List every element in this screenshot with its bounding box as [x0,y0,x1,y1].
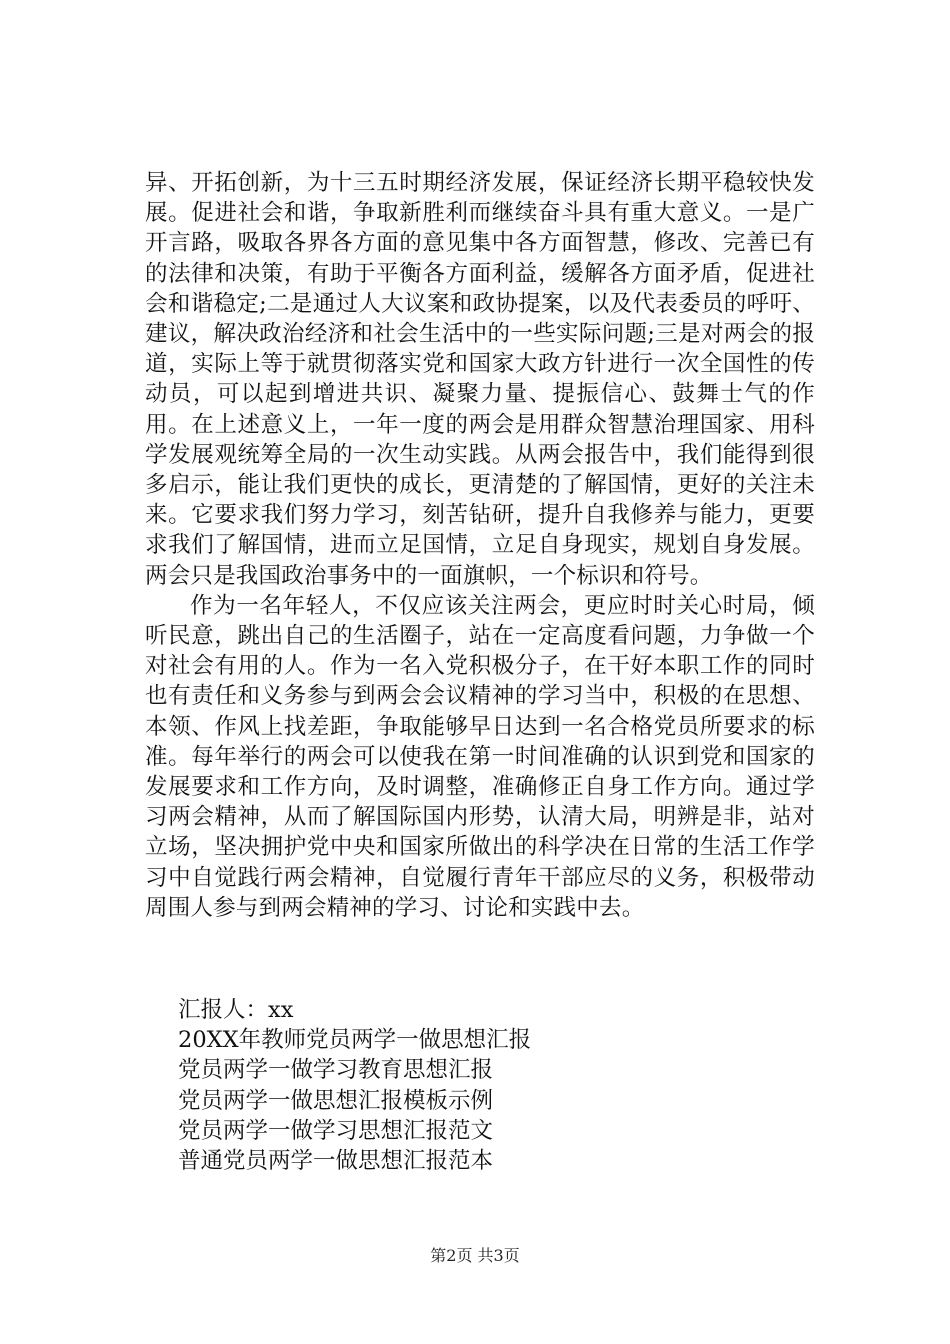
paragraph-1: 异、开拓创新，为十三五时期经济发展，保证经济长期平稳较快发展。促进社会和谐，争取新胜利而继续奋斗具有重大意义。一是广开言路，吸取各界各方面的意见集中各方面智慧，修改、完善已有的法律和决策，有助于平衡各方面利益，缓解各方面矛盾，促进社会和谐稳定;二是通过人大议案和政协提案，以及代表委员的呼吁、建议，解决政治经济和社会生活中的一些实际问题;三是对两会的报道，实际上等于就贯彻落实党和国家大政方针进行一次全国性的传动员，可以起到增进共识、凝聚力量、提振信心、鼓舞士气的作用。在上述意义上，一年一度的两会是用群众智慧治理国家、用科学发展观统筹全局的一次生动实践。从两会报告中，我们能得到很多启示，能让我们更快的成长，更清楚的了解国情，更好的关注未来。它要求我们努力学习，刻苦钻研，提升自我修养与能力，更要求我们了解国情，进而立足国情，立足自身现实，规划自身发展。两会只是我国政治事务中的一面旗帜，一个标识和符号。 [145,170,815,589]
reporter-line: 汇报人：xx [178,997,294,1023]
related-title: 党员两学一做学习思想汇报范文 [178,1117,494,1144]
related-list [178,995,778,1176]
body-text [145,168,815,923]
paragraph-2: 作为一名年轻人，不仅应该关注两会，更应时时关心时局，倾听民意，跳出自己的生活圈子，站在一定高度看问题，力争做一个对社会有用的人。作为一名入党积极分子，在干好本职工作的同时也有责任和义务参与到两会会议精神的学习当中，积极的在思想、本领、作风上找差距，争取能够早日达到一名合格党员所要求的标准。每年举行的两会可以使我在第一时间准确的认识到党和国家的发展要求和工作方向，及时调整，准确修正自身工作方向。通过学习两会精神，从而了解国际国内形势，认清大局，明辨是非，站对立场，坚决拥护党中央和国家所做出的科学决在日常的生活工作学习中自觉践行两会精神，自觉履行青年干部应尽的义务，积极带动周围人参与到两会精神的学习、讨论和实践中去。 [145,592,815,921]
page-footer: 第2页 共3页 [430,1246,520,1265]
related-title: 20XX年教师党员两学一做思想汇报 [178,1027,532,1054]
related-title: 党员两学一做思想汇报模板示例 [178,1087,494,1114]
related-title: 普通党员两学一做思想汇报范本 [178,1148,494,1175]
related-title: 党员两学一做学习教育思想汇报 [178,1057,494,1084]
